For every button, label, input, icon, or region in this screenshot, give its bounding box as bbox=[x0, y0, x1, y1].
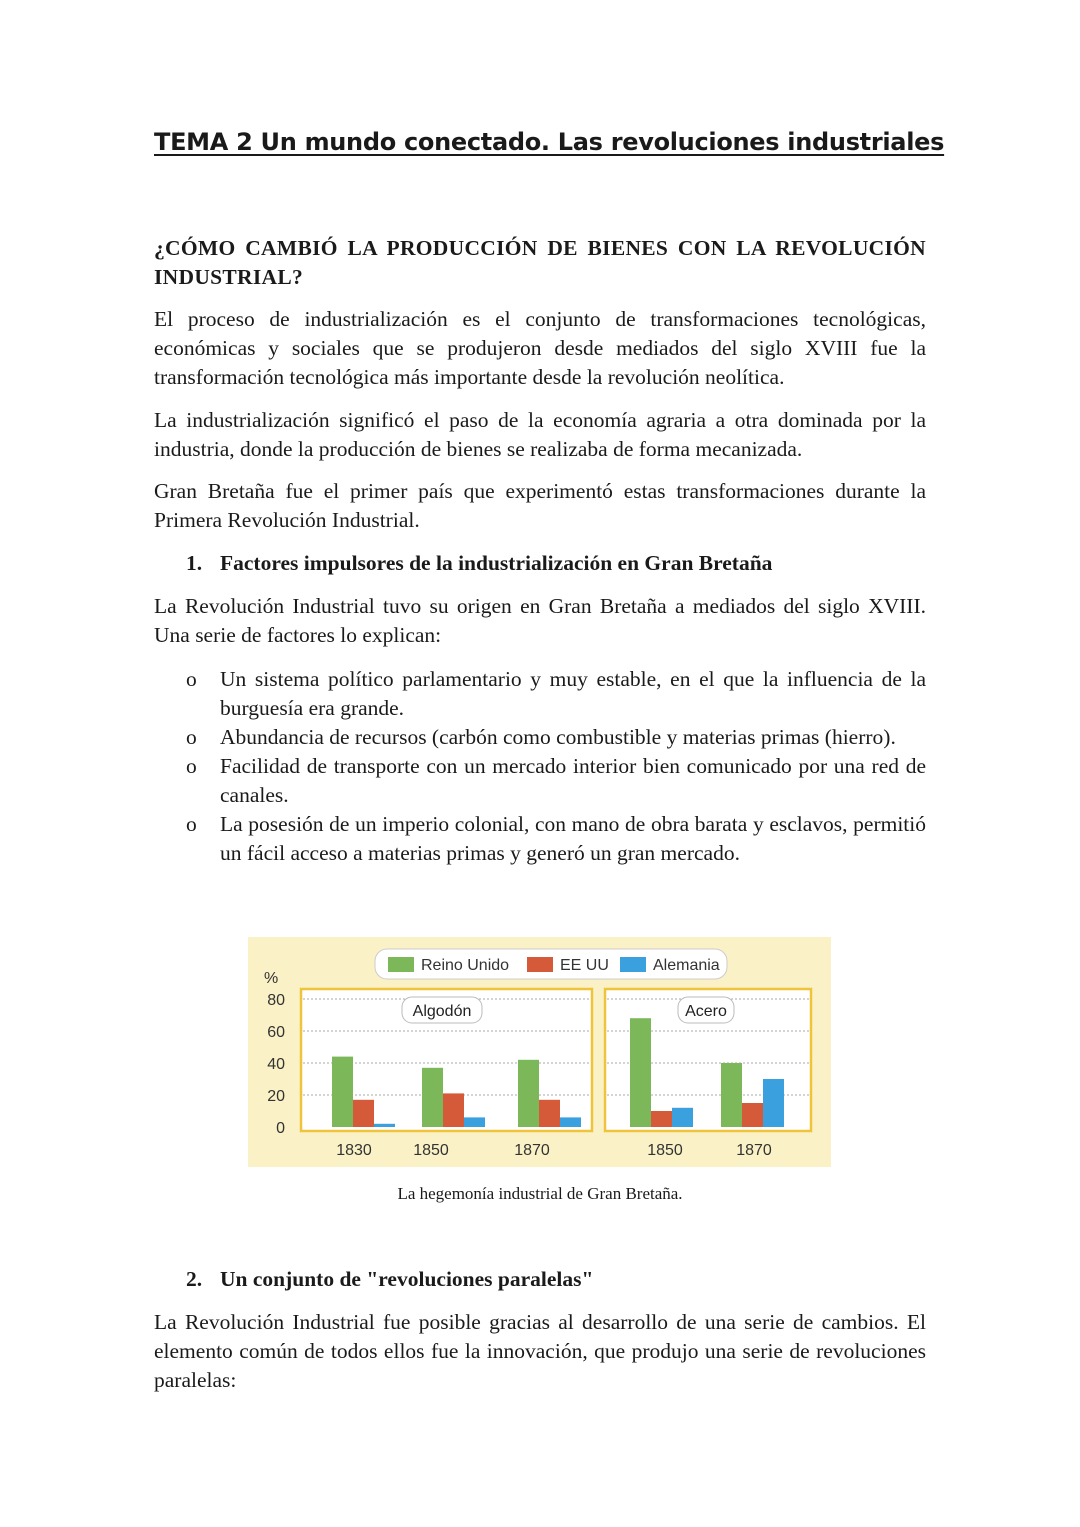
x-tick-label: 1850 bbox=[647, 1142, 683, 1159]
x-tick-label: 1830 bbox=[336, 1142, 372, 1159]
bar bbox=[539, 1100, 560, 1127]
subsection-2-text: La Revolución Industrial fue posible gracias al desarrollo de una serie de cambios. El elemento común de todos ellos fue la innovación, que produjo una serie de revoluciones paralelas: bbox=[154, 1310, 926, 1392]
list-item-text: La posesión de un imperio colonial, con mano de obra barata y esclavos, permitió un fácil acceso a materias primas y generó un gran mercado. bbox=[220, 812, 926, 865]
paragraph-3: Gran Bretaña fue el primer país que experimentó estas transformaciones durante la Primera Revolución Industrial. bbox=[154, 479, 926, 532]
subsection-1-heading bbox=[186, 549, 772, 578]
bar bbox=[518, 1060, 539, 1127]
list-item bbox=[186, 665, 926, 723]
legend-label: EE UU bbox=[560, 957, 609, 974]
panel-title: Algodón bbox=[412, 1003, 472, 1020]
bar bbox=[560, 1117, 581, 1127]
y-tick-label: 80 bbox=[267, 992, 285, 1009]
bar bbox=[353, 1100, 374, 1127]
bar bbox=[630, 1018, 651, 1127]
bar bbox=[374, 1124, 395, 1127]
bar bbox=[464, 1117, 485, 1127]
legend-label: Alemania bbox=[653, 957, 720, 974]
legend-swatch bbox=[527, 957, 553, 972]
chart-svg bbox=[248, 937, 831, 1167]
bar bbox=[332, 1057, 353, 1127]
y-tick-label: 0 bbox=[276, 1120, 285, 1137]
paragraph-2: La industrialización significó el paso de la economía agraria a otra dominada por la industria, donde la producción de bienes se realizaba de forma mecanizada. bbox=[154, 408, 926, 461]
subsection-1-title: Factores impulsores de la industrialización en Gran Bretaña bbox=[220, 551, 773, 575]
paragraph-1: El proceso de industrialización es el conjunto de transformaciones tecnológicas, económicas y sociales que se produjeron desde mediados del siglo XVIII fue la transformación tecnológica más importante desde la revolución neolítica. bbox=[154, 307, 926, 389]
x-tick-label: 1870 bbox=[514, 1142, 550, 1159]
list-item-text: Abundancia de recursos (carbón como combustible y materias primas (hierro). bbox=[220, 725, 896, 749]
subsection-1-number: 1. bbox=[186, 551, 203, 575]
list-item bbox=[186, 752, 926, 810]
subsection-1-intro: La Revolución Industrial tuvo su origen en Gran Bretaña a mediados del siglo XVIII. Una serie de factores lo explican: bbox=[154, 594, 926, 647]
y-tick-label: 40 bbox=[267, 1056, 285, 1073]
bar bbox=[721, 1063, 742, 1127]
bar bbox=[742, 1103, 763, 1127]
bullet-marker: o bbox=[186, 812, 197, 836]
x-tick-label: 1870 bbox=[736, 1142, 772, 1159]
y-axis-label: % bbox=[264, 970, 279, 987]
section-heading: ¿CÓMO CAMBIÓ LA PRODUCCIÓN DE BIENES CON LA REVOLUCIÓN INDUSTRIAL? bbox=[154, 236, 926, 289]
bar bbox=[422, 1068, 443, 1127]
legend-swatch bbox=[620, 957, 646, 972]
page-title: TEMA 2 Un mundo conectado. Las revoluciones industriales bbox=[154, 128, 945, 156]
bar bbox=[763, 1079, 784, 1127]
bullet-marker: o bbox=[186, 754, 197, 778]
legend-swatch bbox=[388, 957, 414, 972]
bullet-marker: o bbox=[186, 725, 197, 749]
list-item-text: Un sistema político parlamentario y muy estable, en el que la influencia de la burguesía era grande. bbox=[220, 667, 926, 720]
list-item-text: Facilidad de transporte con un mercado interior bien comunicado por una red de canales. bbox=[220, 754, 926, 807]
bar bbox=[443, 1093, 464, 1127]
list-item bbox=[186, 723, 926, 752]
factors-list bbox=[186, 665, 926, 868]
industrial-hegemony-chart bbox=[248, 937, 831, 1167]
bar bbox=[672, 1108, 693, 1127]
y-tick-label: 20 bbox=[267, 1088, 285, 1105]
legend-label: Reino Unido bbox=[421, 957, 510, 974]
x-tick-label: 1850 bbox=[413, 1142, 449, 1159]
panel-title: Acero bbox=[685, 1003, 727, 1020]
subsection-2-number: 2. bbox=[186, 1267, 203, 1291]
subsection-2-heading bbox=[186, 1265, 593, 1294]
bar bbox=[651, 1111, 672, 1127]
bullet-marker: o bbox=[186, 667, 197, 691]
y-tick-label: 60 bbox=[267, 1024, 285, 1041]
subsection-2-title: Un conjunto de "revoluciones paralelas" bbox=[220, 1267, 594, 1291]
chart-caption: La hegemonía industrial de Gran Bretaña. bbox=[397, 1184, 683, 1203]
list-item bbox=[186, 810, 926, 868]
